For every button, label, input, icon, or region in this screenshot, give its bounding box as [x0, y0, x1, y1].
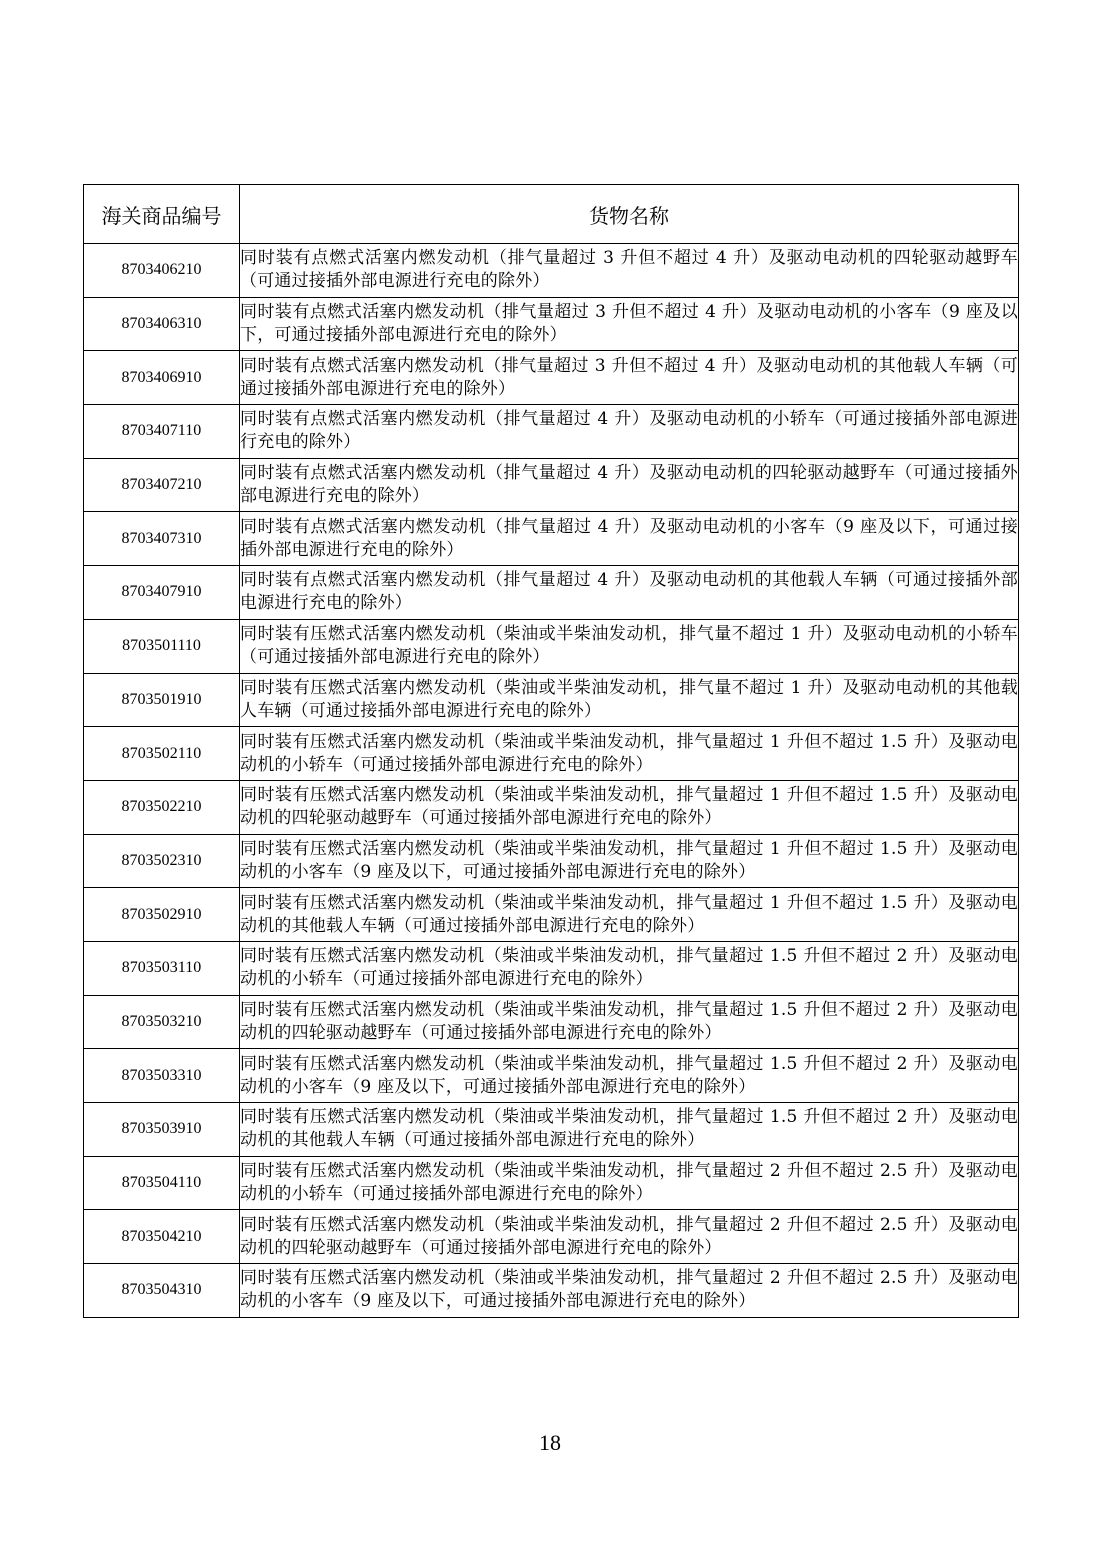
table-row	[84, 351, 1019, 405]
table-row	[84, 244, 1019, 298]
goods-name-cell: 同时装有点燃式活塞内燃发动机（排气量超过 4 升）及驱动电动机的其他载人车辆（可通过接插外部电源进行充电的除外）	[240, 566, 1019, 620]
customs-code-cell: 8703502910	[84, 888, 240, 942]
table-row	[84, 727, 1019, 781]
table-row	[84, 297, 1019, 351]
goods-table	[83, 184, 1019, 1318]
customs-code-cell: 8703502110	[84, 727, 240, 781]
goods-name-cell: 同时装有压燃式活塞内燃发动机（柴油或半柴油发动机，排气量超过 1.5 升但不超过 2 升）及驱动电动机的小轿车（可通过接插外部电源进行充电的除外）	[240, 941, 1019, 995]
table-row	[84, 512, 1019, 566]
table-row	[84, 1264, 1019, 1318]
customs-code-cell: 8703407110	[84, 405, 240, 459]
table-row	[84, 566, 1019, 620]
customs-code-cell: 8703406910	[84, 351, 240, 405]
goods-name-cell: 同时装有压燃式活塞内燃发动机（柴油或半柴油发动机，排气量超过 1 升但不超过 1.5 升）及驱动电动机的小客车（9 座及以下，可通过接插外部电源进行充电的除外）	[240, 834, 1019, 888]
header-customs-code: 海关商品编号	[84, 185, 240, 244]
page-number: 18	[539, 1430, 561, 1455]
goods-name-cell: 同时装有压燃式活塞内燃发动机（柴油或半柴油发动机，排气量超过 1 升但不超过 1.5 升）及驱动电动机的小轿车（可通过接插外部电源进行充电的除外）	[240, 727, 1019, 781]
customs-code-cell: 8703407310	[84, 512, 240, 566]
table-row	[84, 941, 1019, 995]
goods-name-cell: 同时装有压燃式活塞内燃发动机（柴油或半柴油发动机，排气量超过 1.5 升但不超过 2 升）及驱动电动机的其他载人车辆（可通过接插外部电源进行充电的除外）	[240, 1103, 1019, 1157]
customs-code-cell: 8703503910	[84, 1103, 240, 1157]
goods-name-cell: 同时装有点燃式活塞内燃发动机（排气量超过 3 升但不超过 4 升）及驱动电动机的四轮驱动越野车（可通过接插外部电源进行充电的除外）	[240, 244, 1019, 298]
table-row	[84, 1049, 1019, 1103]
customs-code-cell: 8703504110	[84, 1156, 240, 1210]
table-row	[84, 405, 1019, 459]
customs-code-cell: 8703407210	[84, 458, 240, 512]
goods-name-cell: 同时装有压燃式活塞内燃发动机（柴油或半柴油发动机，排气量超过 2 升但不超过 2.5 升）及驱动电动机的小客车（9 座及以下，可通过接插外部电源进行充电的除外）	[240, 1264, 1019, 1318]
goods-name-cell: 同时装有压燃式活塞内燃发动机（柴油或半柴油发动机，排气量不超过 1 升）及驱动电动机的小轿车（可通过接插外部电源进行充电的除外）	[240, 619, 1019, 673]
goods-name-cell: 同时装有压燃式活塞内燃发动机（柴油或半柴油发动机，排气量超过 1.5 升但不超过 2 升）及驱动电动机的小客车（9 座及以下，可通过接插外部电源进行充电的除外）	[240, 1049, 1019, 1103]
table-row	[84, 458, 1019, 512]
customs-code-cell: 8703502310	[84, 834, 240, 888]
customs-code-cell: 8703406310	[84, 297, 240, 351]
table-row	[84, 619, 1019, 673]
goods-name-cell: 同时装有压燃式活塞内燃发动机（柴油或半柴油发动机，排气量超过 2 升但不超过 2.5 升）及驱动电动机的四轮驱动越野车（可通过接插外部电源进行充电的除外）	[240, 1210, 1019, 1264]
goods-name-cell: 同时装有压燃式活塞内燃发动机（柴油或半柴油发动机，排气量超过 1.5 升但不超过 2 升）及驱动电动机的四轮驱动越野车（可通过接插外部电源进行充电的除外）	[240, 995, 1019, 1049]
table-body	[84, 244, 1019, 1318]
customs-code-cell: 8703503110	[84, 941, 240, 995]
table-row	[84, 780, 1019, 834]
table-row	[84, 673, 1019, 727]
header-goods-name: 货物名称	[240, 185, 1019, 244]
table-header-row	[84, 185, 1019, 244]
table-row	[84, 995, 1019, 1049]
goods-name-cell: 同时装有压燃式活塞内燃发动机（柴油或半柴油发动机，排气量不超过 1 升）及驱动电动机的其他载人车辆（可通过接插外部电源进行充电的除外）	[240, 673, 1019, 727]
goods-name-cell: 同时装有点燃式活塞内燃发动机（排气量超过 3 升但不超过 4 升）及驱动电动机的小客车（9 座及以下，可通过接插外部电源进行充电的除外）	[240, 297, 1019, 351]
goods-name-cell: 同时装有压燃式活塞内燃发动机（柴油或半柴油发动机，排气量超过 1 升但不超过 1.5 升）及驱动电动机的四轮驱动越野车（可通过接插外部电源进行充电的除外）	[240, 780, 1019, 834]
customs-code-cell: 8703501910	[84, 673, 240, 727]
customs-code-cell: 8703501110	[84, 619, 240, 673]
table-row	[84, 834, 1019, 888]
goods-name-cell: 同时装有点燃式活塞内燃发动机（排气量超过 4 升）及驱动电动机的四轮驱动越野车（可通过接插外部电源进行充电的除外）	[240, 458, 1019, 512]
goods-name-cell: 同时装有点燃式活塞内燃发动机（排气量超过 4 升）及驱动电动机的小客车（9 座及以下，可通过接插外部电源进行充电的除外）	[240, 512, 1019, 566]
customs-code-cell: 8703406210	[84, 244, 240, 298]
goods-name-cell: 同时装有点燃式活塞内燃发动机（排气量超过 3 升但不超过 4 升）及驱动电动机的其他载人车辆（可通过接插外部电源进行充电的除外）	[240, 351, 1019, 405]
customs-code-cell: 8703503310	[84, 1049, 240, 1103]
table-row	[84, 1156, 1019, 1210]
table-row	[84, 1210, 1019, 1264]
table-row	[84, 888, 1019, 942]
goods-name-cell: 同时装有压燃式活塞内燃发动机（柴油或半柴油发动机，排气量超过 2 升但不超过 2.5 升）及驱动电动机的小轿车（可通过接插外部电源进行充电的除外）	[240, 1156, 1019, 1210]
customs-code-cell: 8703503210	[84, 995, 240, 1049]
goods-name-cell: 同时装有压燃式活塞内燃发动机（柴油或半柴油发动机，排气量超过 1 升但不超过 1.5 升）及驱动电动机的其他载人车辆（可通过接插外部电源进行充电的除外）	[240, 888, 1019, 942]
customs-code-cell: 8703502210	[84, 780, 240, 834]
customs-code-cell: 8703504210	[84, 1210, 240, 1264]
customs-code-cell: 8703504310	[84, 1264, 240, 1318]
goods-name-cell: 同时装有点燃式活塞内燃发动机（排气量超过 4 升）及驱动电动机的小轿车（可通过接插外部电源进行充电的除外）	[240, 405, 1019, 459]
customs-code-cell: 8703407910	[84, 566, 240, 620]
table-row	[84, 1103, 1019, 1157]
